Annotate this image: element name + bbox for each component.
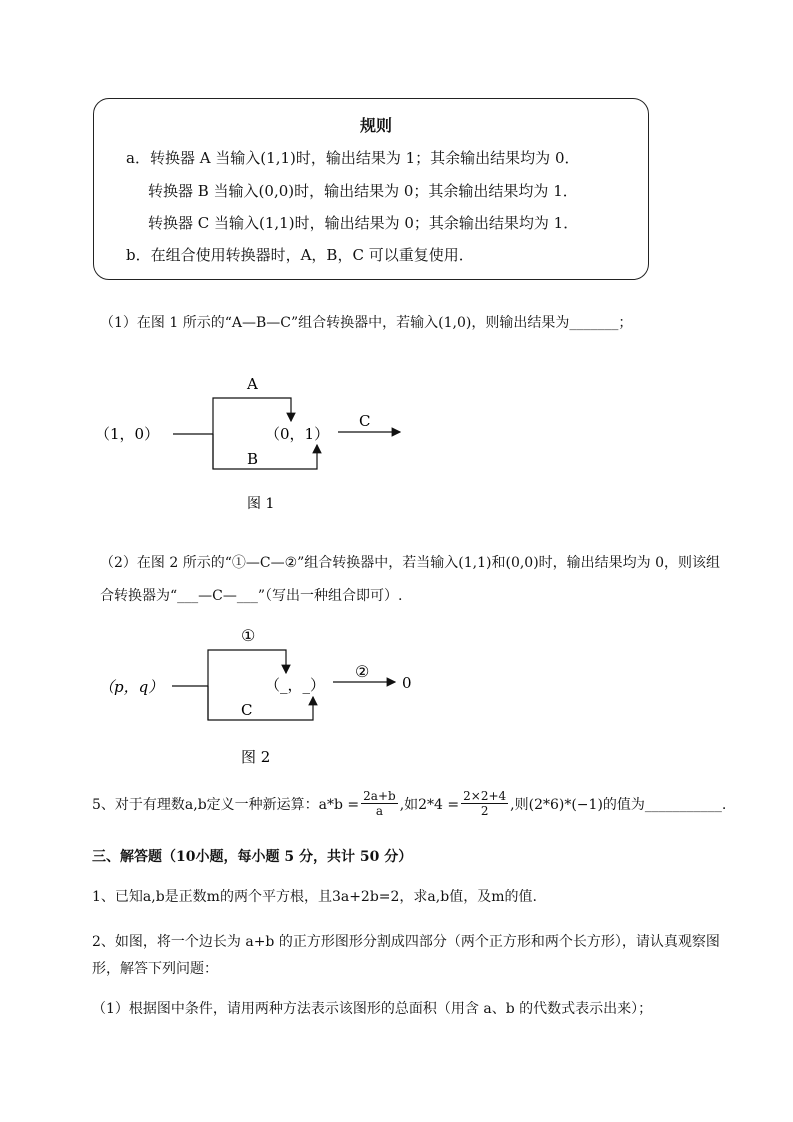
rule-line-a3: 转换器 C 当输入(1,1)时，输出结果为 0；其余输出结果均为 1． bbox=[148, 214, 579, 232]
problem-2-sub1: （1）根据图中条件，请用两种方法表示该图形的总面积（用含 a、b 的代数式表示出来）； bbox=[92, 1001, 653, 1017]
fig1-input-label: （1，0） bbox=[95, 425, 160, 443]
fig1-top-label: A bbox=[247, 375, 258, 393]
q5-frac1-denominator: a bbox=[375, 804, 383, 818]
fig2-output-label: 0 bbox=[402, 674, 412, 692]
q5-fraction-2 bbox=[461, 789, 508, 818]
problem-1-text: 1、已知a,b是正数m的两个平方根，且3a+2b=2，求a,b值，及m的值. bbox=[92, 889, 537, 905]
fig1-mid-label: （0，1） bbox=[265, 425, 330, 443]
figure-1 bbox=[95, 365, 425, 515]
fig2-top-label: ① bbox=[241, 626, 256, 645]
q5-prefix: 5、对于有理数a,b定义一种新运算：a*b = bbox=[92, 796, 360, 813]
question-5 bbox=[92, 789, 726, 818]
fig2-caption: 图 2 bbox=[241, 748, 271, 766]
fig2-arrow-label: ② bbox=[355, 662, 370, 681]
fig1-caption: 图 1 bbox=[247, 496, 275, 512]
question-1-text: （1）在图 1 所示的“A—B—C”组合转换器中，若输入(1,0)，则输出结果为_______； bbox=[100, 315, 633, 331]
section-3-heading: 三、解答题（10小题，每小题 5 分，共计 50 分） bbox=[92, 849, 413, 865]
fig1-bottom-label: B bbox=[247, 450, 259, 468]
question-2-line2: 合转换器为“___—C—___”（写出一种组合即可）. bbox=[100, 588, 403, 604]
rule-line-a1: a．转换器 A 当输入(1,1)时，输出结果为 1；其余输出结果均为 0． bbox=[126, 149, 580, 167]
q5-fraction-1 bbox=[361, 789, 398, 818]
problem-2-line1: 2、如图，将一个边长为 a+b 的正方形图形分割成四部分（两个正方形和两个长方形），请认真观察图 bbox=[92, 934, 720, 950]
problem-2-line2: 形，解答下列问题： bbox=[92, 961, 218, 977]
q5-frac2-numerator: 2×2+4 bbox=[463, 789, 507, 803]
fig2-mid-label: （_，_） bbox=[265, 676, 326, 694]
fig2-bottom-label: C bbox=[241, 701, 253, 719]
rules-title: 规则 bbox=[360, 116, 393, 135]
rule-line-b: b．在组合使用转换器时，A，B，C 可以重复使用． bbox=[126, 246, 474, 264]
q5-middle: ,如2*4 = bbox=[399, 796, 460, 813]
rule-line-a2: 转换器 B 当输入(0,0)时，输出结果为 0；其余输出结果均为 1． bbox=[148, 182, 578, 200]
fig2-input-label: （p，q） bbox=[99, 678, 164, 696]
q5-frac2-denominator: 2 bbox=[480, 804, 489, 818]
q5-suffix: ,则(2*6)*(−1)的值为___________. bbox=[510, 796, 727, 813]
fig1-arrow-label: C bbox=[359, 412, 371, 430]
figure-2 bbox=[95, 620, 425, 770]
q5-frac1-numerator: 2a+b bbox=[363, 789, 396, 803]
question-2-line1: （2）在图 2 所示的“①—C—②”组合转换器中，若当输入(1,1)和(0,0)时，输出结果均为 0，则该组 bbox=[100, 555, 721, 571]
